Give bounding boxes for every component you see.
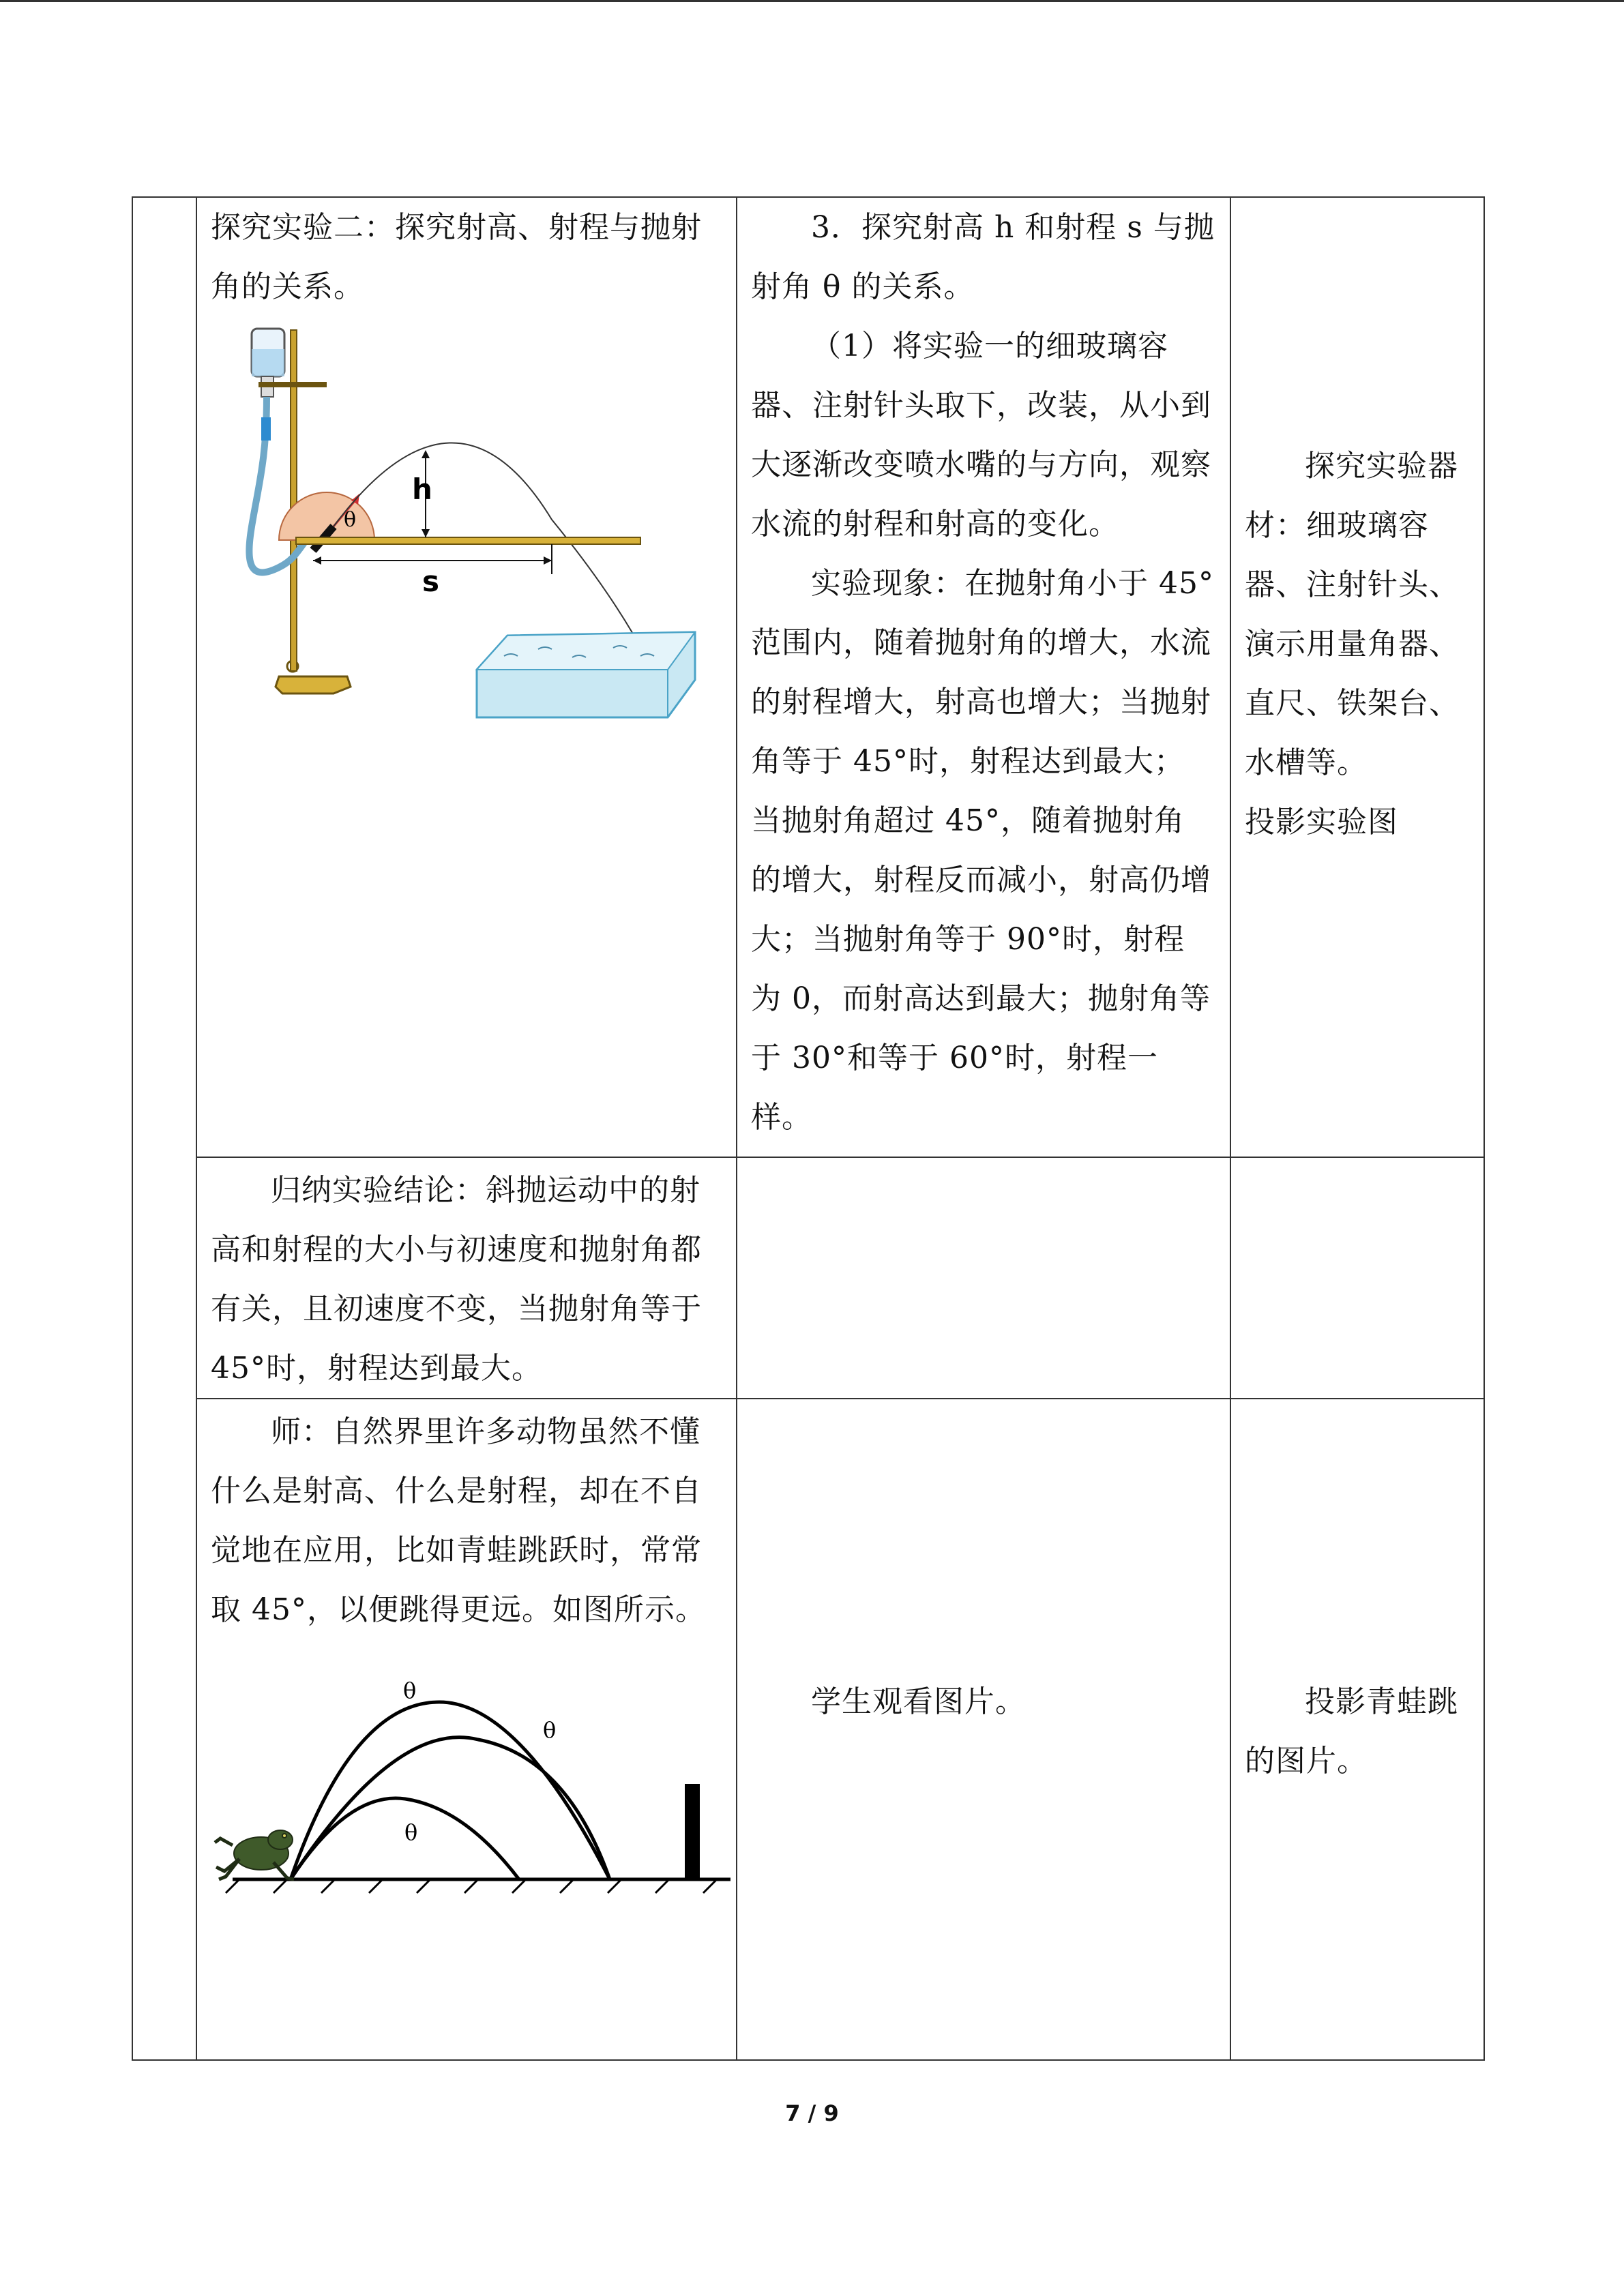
empty-cell — [1230, 1157, 1484, 1399]
student-frog-cell — [737, 1399, 1230, 2060]
experiment-heading: 3．探究射高 h 和射程 s 与抛射角 θ 的关系。 — [751, 210, 1215, 304]
table-row — [132, 1157, 1484, 1399]
teacher-remark: 师：自然界里许多动物虽然不懂什么是射高、什么是射程，却在不自觉地在应用，比如青蛙跳跃时，常常取 45°，以便跳得更远。如图所示。 — [211, 1414, 706, 1627]
projection-frog-cell — [1230, 1399, 1484, 2060]
student-response: 学生观看图片。 — [811, 1684, 1026, 1719]
conclusion-cell — [196, 1157, 737, 1399]
frog-icon — [215, 1830, 294, 1879]
design-intent-cell — [1230, 197, 1484, 1157]
frog-projection-note: 投影青蛙跳的图片。 — [1245, 1684, 1458, 1778]
svg-text:h: h — [412, 473, 432, 506]
experiment-step: （1）将实验一的细玻璃容器、注射针头取下，改装，从小到大逐渐改变喷水嘴的与方向，观察水流的射程和射高的变化。 — [751, 329, 1211, 541]
empty-cell — [737, 1157, 1230, 1399]
svg-text:θ: θ — [344, 508, 357, 532]
svg-text:θ: θ — [403, 1678, 417, 1703]
blank-section-cell — [132, 197, 196, 2060]
projectile-experiment-figure — [231, 322, 709, 745]
frog-jump-figure — [212, 1654, 730, 1913]
svg-text:θ: θ — [404, 1819, 418, 1845]
svg-text:s: s — [422, 565, 439, 598]
table-row — [132, 197, 1484, 1157]
student-activity-cell — [737, 197, 1230, 1157]
lesson-plan-table — [132, 196, 1485, 2061]
experiment-conclusion: 归纳实验结论：斜抛运动中的射高和射程的大小与初速度和抛射角都有关，且初速度不变，当抛射角等于 45°时，射程达到最大。 — [211, 1173, 702, 1386]
teacher-activity-cell — [196, 197, 737, 1157]
svg-text:θ: θ — [543, 1717, 557, 1743]
experiment-title: 探究实验二：探究射高、射程与抛射角的关系。 — [211, 210, 702, 304]
page-number: 7 / 9 — [785, 2100, 839, 2126]
teacher-frog-cell — [196, 1399, 737, 2060]
experiment-materials: 探究实验器材：细玻璃容器、注射针头、演示用量角器、直尺、铁架台、水槽等。 — [1245, 449, 1460, 780]
experiment-phenomenon: 实验现象：在抛射角小于 45°范围内，随着抛射角的增大，水流的射程增大，射高也增大；当抛射角等于 45°时，射程达到最大；当抛射角超过 45°，随着抛射角的增大，射程反而减小，射高仍增大；当抛射角等于 90°时，射程为 0，而射高达到最大；抛射角等于 30°和等于 60°时，射程一样。 — [751, 566, 1214, 1135]
table-row — [132, 1399, 1484, 2060]
page-top-border — [0, 0, 1624, 2]
projection-note: 投影实验图 — [1245, 805, 1398, 839]
